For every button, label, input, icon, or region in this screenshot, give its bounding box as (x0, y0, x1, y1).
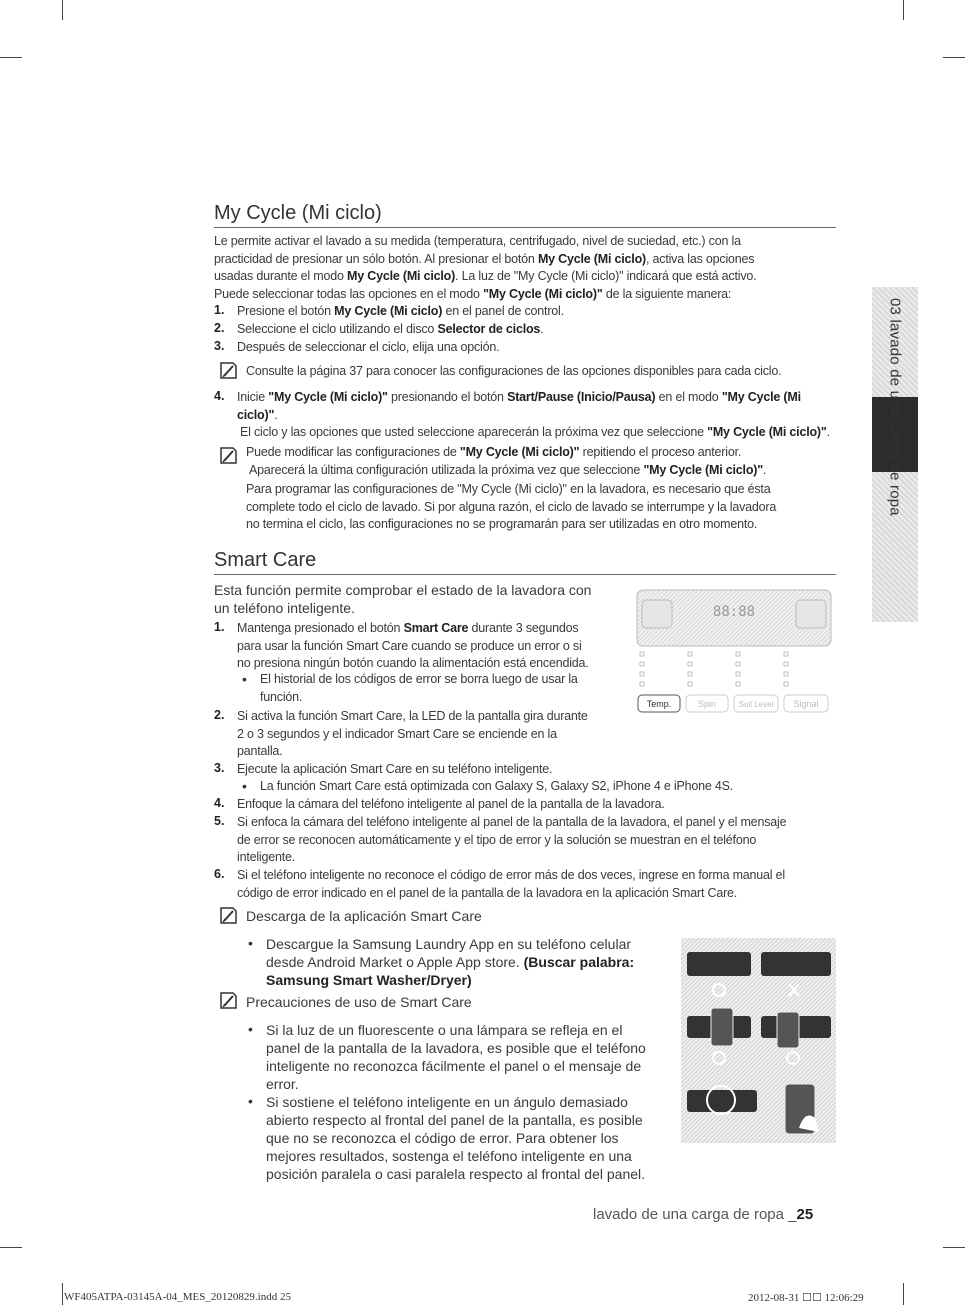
note-icon (218, 446, 238, 466)
bullet: • (248, 1093, 253, 1109)
phone-usage-illustration (681, 938, 836, 1143)
panel-display: 88:88 (712, 604, 756, 620)
bullet: • (248, 1021, 253, 1037)
my-cycle-note-1: Consulte la página 37 para conocer las configuraciones de las opciones disponibles para cada ciclo. (246, 364, 782, 378)
precaution-1: Si la luz de un fluorescente o una lámpara se refleja en el panel de la pantalla de la lavadora, es posible que el teléfono inteligente no reconozca fácilmente el panel o el mensaje de error. (266, 1022, 646, 1092)
download-text: Descargue la Samsung Laundry App en su teléfono celular desde Android Market o Apple App store. (Buscar palabra: Samsung Smart Washer/Dryer) (266, 936, 635, 988)
panel-soil-label: Soil Level (738, 700, 774, 709)
panel-temp-label: Temp. (646, 699, 672, 709)
print-slug-left: WF405ATPA-03145A-04_MES_20120829.indd 25 (64, 1291, 291, 1303)
section-title-my-cycle: My Cycle (Mi ciclo) (214, 202, 382, 224)
my-cycle-note-2: Puede modificar las configuraciones de "My Cycle (Mi ciclo)" repitiendo el proceso anterior. Aparecerá la última configuración utilizada la próxima vez que seleccione "My Cycle (Mi ciclo)". Para programar las configuraciones de "My Cycle (Mi ciclo)" en la lavadora, es necesario que ésta complete todo el ciclo de lavado. Si por alguna razón, el ciclo de lavado se interrumpe y la lavadora no termina el ciclo, las configuraciones no se programarán para ser utilizadas en otro momento. (246, 445, 777, 531)
note-icon (218, 991, 238, 1011)
panel-spin-label: Spin (697, 699, 717, 709)
crop-mark (0, 1247, 22, 1248)
crop-mark (903, 0, 904, 20)
page-footer: lavado de una carga de ropa _25 (593, 1206, 814, 1223)
panel-option-list (640, 652, 788, 686)
section-rule (214, 574, 836, 575)
crop-mark (943, 57, 965, 58)
note-icon (218, 906, 238, 926)
my-cycle-intro: Le permite activar el lavado a su medida (temperatura, centrifugado, nivel de suciedad, etc.) con la practicidad de presionar un sólo botón. Al presionar el botón My Cycle (Mi ciclo), activa las opciones usadas durante el modo My Cycle (Mi ciclo). La luz de "My Cycle (Mi ciclo)" indicará que está activo. Puede seleccionar todas las opciones en el modo "My Cycle (Mi ciclo)" de la siguiente manera: (214, 234, 757, 301)
control-panel-illustration (636, 588, 832, 716)
chapter-tab-label: 03 lavado de una carga de ropa (886, 298, 904, 516)
bullet: • (248, 935, 253, 951)
crop-mark (0, 57, 22, 58)
crop-mark (943, 1247, 965, 1248)
section-rule (214, 227, 836, 228)
crop-mark (903, 1283, 904, 1305)
download-heading: Descarga de la aplicación Smart Care (246, 908, 482, 924)
section-title-smart-care: Smart Care (214, 549, 317, 571)
smart-care-intro: Esta función permite comprobar el estado de la lavadora con un teléfono inteligente. (214, 582, 592, 616)
crop-mark (62, 1283, 63, 1305)
precautions-heading: Precauciones de uso de Smart Care (246, 994, 472, 1010)
note-icon (218, 361, 238, 381)
panel-signal-label: Signal (793, 699, 819, 709)
precaution-2: Si sostiene el teléfono inteligente en un ángulo demasiado abierto respecto al frontal del panel de la pantalla, es posible que no se reconozca el código de error. Para obtener los mejores resultados, sostenga el teléfono inteligente en una posición paralela o casi paralela respecto al frontal del panel. (266, 1094, 646, 1182)
crop-mark (62, 0, 63, 20)
print-slug-right: 2012-08-31 ☐☐ 12:06:29 (748, 1292, 864, 1304)
